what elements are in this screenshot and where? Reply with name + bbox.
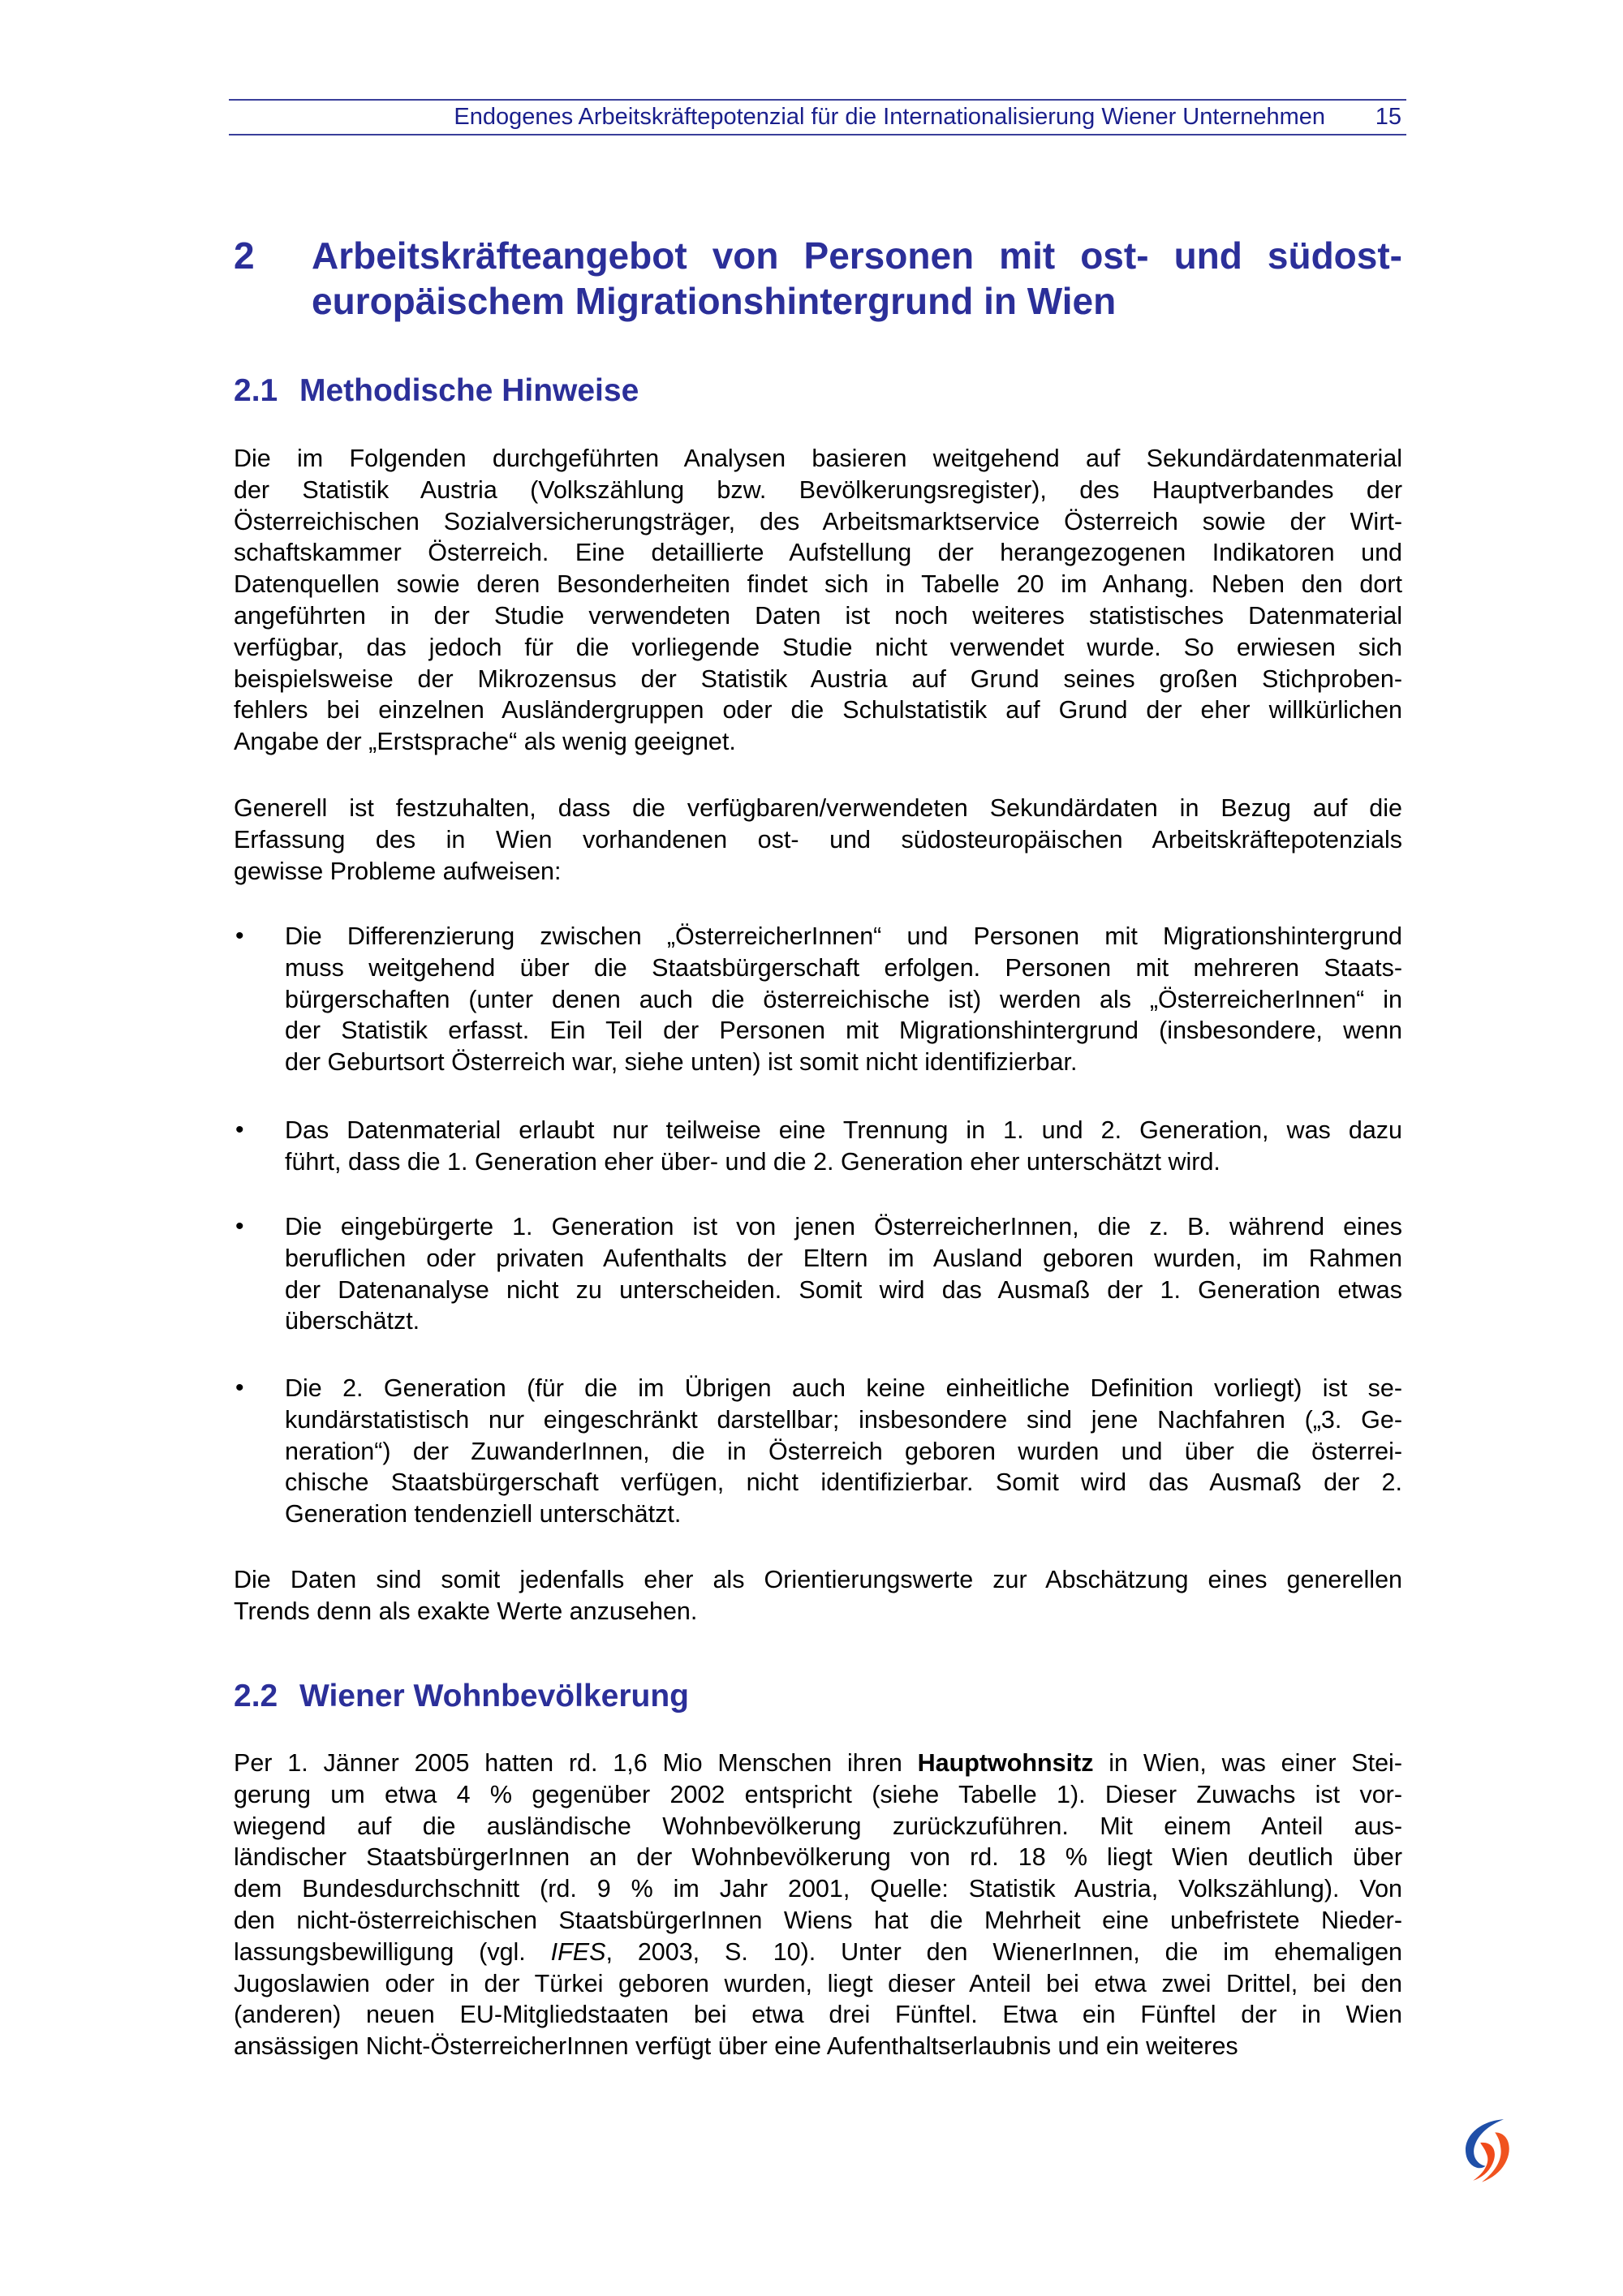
text-line: chische Staatsbürgerschaft verfügen, nicht identifizierbar. Somit wird das Ausmaß der 2. — [285, 1468, 1402, 1497]
text-line: gerung um etwa 4 % gegenüber 2002 entspricht (siehe Tabelle 1). Dieser Zuwachs ist vor- — [234, 1780, 1402, 1808]
running-header — [229, 102, 1406, 131]
bullet-item — [285, 1373, 1402, 1530]
text-line: fehlers bei einzelnen Ausländergruppen oder die Schulstatistik auf Grund der eher willkürlichen — [234, 696, 1402, 724]
section-number: 2.1 — [234, 373, 278, 408]
bullet-icon: • — [235, 922, 244, 949]
bullet-item — [285, 1211, 1402, 1337]
section-title: Wiener Wohnbevölkerung — [299, 1679, 689, 1713]
text-run: in Wien, was einer Stei- — [1093, 1749, 1402, 1777]
text-line: beruflichen oder privaten Aufenthalts der Eltern im Ausland geboren wurden, im Rahmen — [285, 1244, 1402, 1272]
chapter-title-line: europäischem Migrationshintergrund in Wien — [312, 280, 1117, 322]
text-line: der Datenanalyse nicht zu unterscheiden. Somit wird das Ausmaß der 1. Generation etwas — [285, 1275, 1402, 1304]
text-line: den nicht-österreichischen StaatsbürgerInnen Wiens hat die Mehrheit eine unbefristete Nieder- — [234, 1906, 1402, 1934]
paragraph — [234, 1564, 1402, 1627]
text-run: , 2003, S. 10). Unter den WienerInnen, die im ehemaligen — [605, 1937, 1402, 1966]
text-run: Per 1. Jänner 2005 hatten rd. 1,6 Mio Menschen ihren — [234, 1749, 918, 1777]
text-line: Die Daten sind somit jedenfalls eher als Orientierungswerte zur Abschätzung eines generellen — [234, 1566, 1402, 1593]
text-line: Jugoslawien oder in der Türkei geboren wurden, liegt dieser Anteil bei etwa zwei Drittel, bei den — [234, 1969, 1402, 1997]
paragraph — [234, 793, 1402, 887]
text-line: dem Bundesdurchschnitt (rd. 9 % im Jahr 2001, Quelle: Statistik Austria, Volkszählung). Von — [234, 1875, 1402, 1903]
text-line: beispielsweise der Mikrozensus der Statistik Austria auf Grund seines großen Stichproben- — [234, 664, 1402, 693]
header-rule-top — [229, 99, 1406, 101]
text-line: gewisse Probleme aufweisen: — [234, 857, 562, 885]
header-rule-bottom — [229, 134, 1406, 135]
text-line: Generation tendenziell unterschätzt. — [285, 1500, 682, 1529]
bullet-icon: • — [235, 1116, 244, 1143]
logo-icon — [1453, 2113, 1526, 2186]
chapter-title-line: Arbeitskräfteangebot von Personen mit ost- und südost- — [312, 234, 1402, 277]
text-line: Die im Folgenden durchgeführten Analysen basieren weitgehend auf Sekundärdatenmaterial — [234, 445, 1402, 472]
bullet-icon: • — [235, 1213, 244, 1240]
text-line: kundärstatistisch nur eingeschränkt darstellbar; insbesondere sind jene Nachfahren („3. Ge- — [285, 1405, 1402, 1434]
text-line — [234, 1748, 1402, 1779]
bold-text: Hauptwohnsitz — [917, 1749, 1094, 1777]
bullet-item — [285, 1115, 1402, 1178]
text-line: Österreichischen Sozialversicherungsträger, des Arbeitsmarktservice Österreich sowie der Wirt- — [234, 507, 1402, 535]
section-number: 2.2 — [234, 1679, 278, 1713]
text-line: muss weitgehend über die Staatsbürgerschaft erfolgen. Personen mit mehreren Staats- — [285, 953, 1402, 982]
paragraph — [234, 443, 1402, 758]
text-line: Datenquellen sowie deren Besonderheiten findet sich in Tabelle 20 im Anhang. Neben den dort — [234, 570, 1402, 599]
text-line: Trends denn als exakte Werte anzusehen. — [234, 1597, 698, 1625]
text-run: lassungsbewilligung (vgl. — [234, 1937, 551, 1966]
section-heading-2-2 — [234, 1678, 689, 1715]
running-header-title: Endogenes Arbeitskräftepotenzial für die Internationalisierung Wiener Unternehmen — [454, 104, 1325, 130]
section-title: Methodische Hinweise — [299, 373, 639, 408]
text-line: verfügbar, das jedoch für die vorliegende Studie nicht verwendet wurde. So erwiesen sich — [234, 633, 1402, 661]
text-line: ansässigen Nicht-ÖsterreicherInnen verfügt über eine Aufenthaltserlaubnis und ein weiteres — [234, 2032, 1238, 2061]
text-line: Generell ist festzuhalten, dass die verfügbaren/verwendeten Sekundärdaten in Bezug auf die — [234, 794, 1402, 822]
text-line: Die 2. Generation (für die im Übrigen auch keine einheitliche Definition vorliegt) ist se- — [285, 1374, 1402, 1402]
text-line: führt, dass die 1. Generation eher über- und die 2. Generation eher unterschätzt wird. — [285, 1147, 1220, 1176]
text-line: Die Differenzierung zwischen „ÖsterreicherInnen“ und Personen mit Migrationshintergrund — [285, 922, 1402, 950]
text-line: der Geburtsort Österreich war, siehe unten) ist somit nicht identifizierbar. — [285, 1048, 1078, 1077]
text-line: (anderen) neuen EU-Mitgliedstaaten bei etwa drei Fünftel. Etwa ein Fünftel der in Wien — [234, 2001, 1402, 2029]
text-line: Das Datenmaterial erlaubt nur teilweise eine Trennung in 1. und 2. Generation, was dazu — [285, 1116, 1402, 1144]
text-line: wiegend auf die ausländische Wohnbevölkerung zurückzuführen. Mit einem Anteil aus- — [234, 1812, 1402, 1840]
text-line: Erfassung des in Wien vorhandenen ost- und südosteuropäischen Arbeitskräftepotenzials — [234, 825, 1402, 853]
chapter-number: 2 — [234, 234, 255, 277]
section-heading-2-1 — [234, 372, 639, 410]
text-line: ländischer StaatsbürgerInnen an der Wohnbevölkerung von rd. 18 % liegt Wien deutlich über — [234, 1843, 1402, 1872]
text-line: neration“) der ZuwanderInnen, die in Österreich geboren wurden und über die österrei- — [285, 1437, 1402, 1465]
bullet-item — [285, 921, 1402, 1078]
paragraph — [234, 1748, 1402, 2062]
page-number: 15 — [1375, 104, 1401, 130]
bullet-icon: • — [235, 1374, 244, 1401]
text-line: angeführten in der Studie verwendeten Daten ist noch weiteres statistisches Datenmaterial — [234, 601, 1402, 630]
italic-text: IFES — [550, 1937, 606, 1966]
text-line: schaftskammer Österreich. Eine detaillierte Aufstellung der herangezogenen Indikatoren und — [234, 539, 1402, 567]
text-line: überschätzt. — [285, 1307, 420, 1335]
text-line: Die eingebürgerte 1. Generation ist von jenen ÖsterreicherInnen, die z. B. während eines — [285, 1213, 1402, 1240]
text-line: der Statistik Austria (Volkszählung bzw. Bevölkerungsregister), des Hauptverbandes der — [234, 475, 1402, 504]
text-line: Angabe der „Erstsprache“ als wenig geeignet. — [234, 728, 736, 756]
text-line: der Statistik erfasst. Ein Teil der Personen mit Migrationshintergrund (insbesondere, wenn — [285, 1017, 1402, 1045]
text-line — [234, 1937, 1402, 1968]
text-line: bürgerschaften (unter denen auch die österreichische ist) werden als „ÖsterreicherInnen“ in — [285, 985, 1402, 1013]
